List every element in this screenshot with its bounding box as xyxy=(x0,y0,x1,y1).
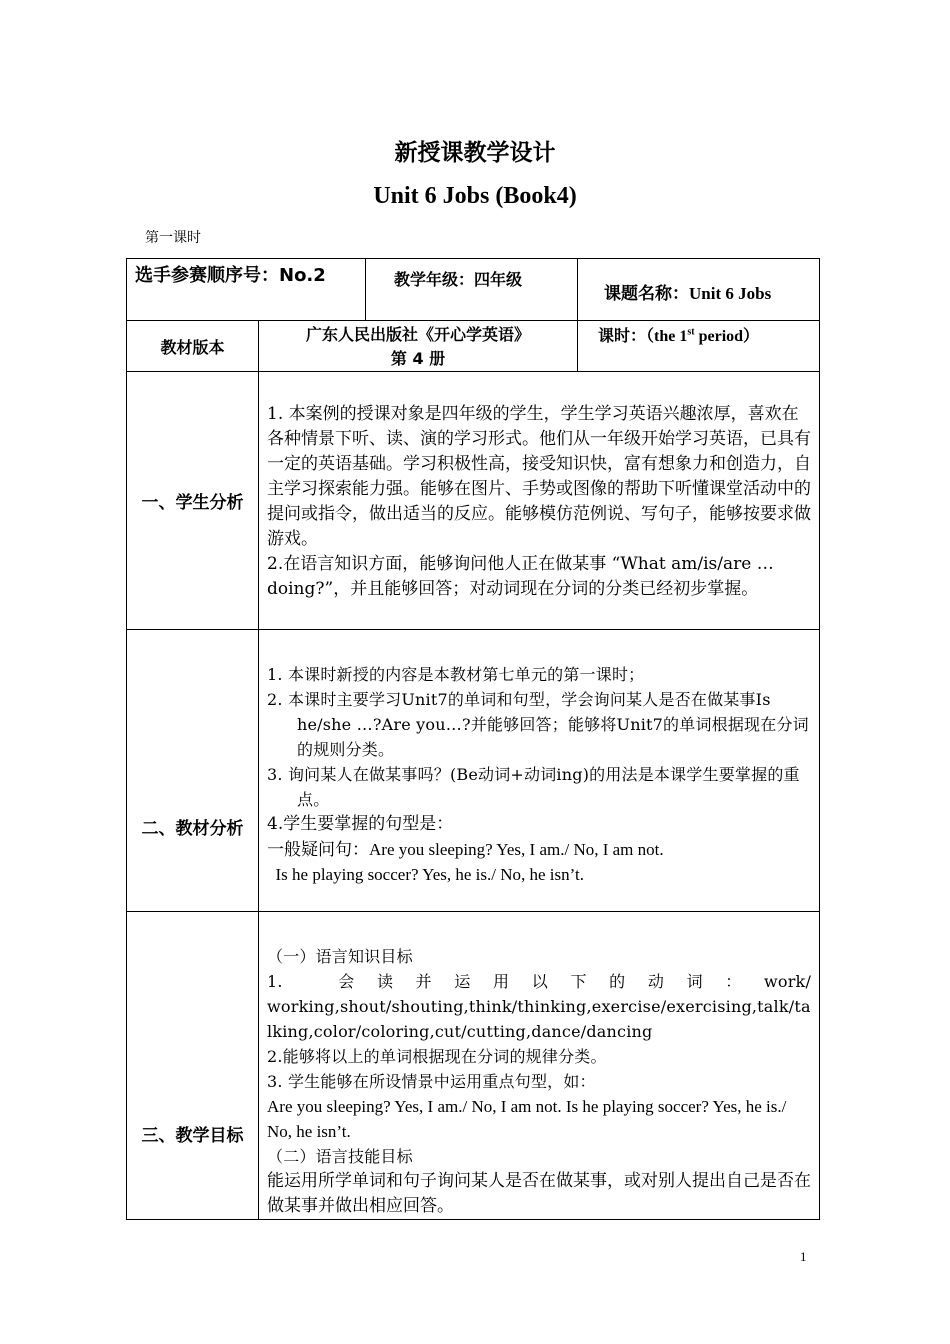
material-analysis-row xyxy=(127,630,820,912)
edition-label: 教材版本 xyxy=(127,321,259,372)
period-suffix: period） xyxy=(694,328,760,345)
material-analysis-content xyxy=(259,630,820,912)
edition-row xyxy=(127,321,820,372)
student-analysis-p1: 1. 本案例的授课对象是四年级的学生，学生学习英语兴趣浓厚，喜欢在各种情景下听、读、演的学习形式。他们从一年级开始学习英语，已具有一定的英语基础。学习积极性高，接受知识快，富有想象力和创造力，自主学习探索能力强。能够在图片、手势或图像的帮助下听懂课堂活动中的提问或指令，做出适当的反应。能够模仿范例说、写句子，能够按要求做游戏。 xyxy=(267,404,811,549)
student-analysis-label: 一、学生分析 xyxy=(127,372,259,630)
material-analysis-label: 二、教材分析 xyxy=(127,630,259,912)
material-analysis-p5: 一般疑问句：Are you sleeping? Yes, I am./ No, I am not. xyxy=(267,840,664,859)
language-skill-heading: （二）语言技能目标 xyxy=(267,1147,413,1166)
unit-title: Unit 6 Jobs (Book4) xyxy=(373,183,577,209)
language-knowledge-heading: （一）语言知识目标 xyxy=(267,947,413,966)
page-title: 新授课教学设计 xyxy=(394,140,556,166)
material-analysis-p6: Is he playing soccer? Yes, he is./ No, he isn’t. xyxy=(267,865,584,884)
period-label: 第一课时 xyxy=(145,230,201,246)
material-analysis-p4: 4.学生要掌握的句型是： xyxy=(267,814,454,834)
material-analysis-p2: 2. 本课时主要学习Unit7的单词和句型，学会询问某人是否在做某事Is he/she …?Are you…?并能够回答；能够将Unit7的单词根据现在分词的规则分类。 xyxy=(267,690,809,759)
student-analysis-p2: 2.在语言知识方面，能够询问他人正在做某事 “What am/is/are …doing?”，并且能够回答；对动词现在分词的分类已经初步掌握。 xyxy=(267,554,774,599)
grade-cell: 教学年级：四年级 xyxy=(366,259,578,321)
goal-4: Are you sleeping? Yes, I am./ No, I am not. Is he playing soccer? Yes, he is./ No, he isn’t. xyxy=(267,1097,787,1141)
student-analysis-row xyxy=(127,372,820,630)
edition-line-1: 广东人民出版社《开心学英语》 xyxy=(306,325,531,344)
teaching-goals-label: 三、教学目标 xyxy=(127,912,259,1220)
period-cell xyxy=(578,321,820,372)
period-prefix: 课时：（the 1 xyxy=(598,328,688,345)
goal-5: 能运用所学单词和句子询问某人是否在做某事，或对别人提出自己是否在做某事并做出相应回答。 xyxy=(267,1171,811,1216)
goal-3: 3. 学生能够在所设情景中运用重点句型，如： xyxy=(267,1072,596,1091)
goal-1-line-1: 1. 会 读 并 运 用 以 下 的 动 词 ： work/ xyxy=(267,972,812,991)
edition-line-2: 第 4 册 xyxy=(390,349,446,368)
teaching-goals-content xyxy=(259,912,820,1220)
student-analysis-content xyxy=(259,372,820,630)
goal-1-line-2: working,shout/shouting,think/thinking,exercise/exercising,talk/talking,color/coloring,cut/cutting,dance/dancing xyxy=(267,997,811,1041)
edition-value xyxy=(259,321,578,372)
page-number: 1 xyxy=(800,1249,807,1264)
goal-2: 2.能够将以上的单词根据现在分词的规律分类。 xyxy=(267,1047,607,1066)
material-analysis-p3: 3. 询问某人在做某事吗？(Be动词+动词ing)的用法是本课学生要掌握的重点。 xyxy=(267,765,800,809)
lesson-plan-table xyxy=(126,258,820,1220)
header-row xyxy=(127,259,820,321)
topic-cell: 课题名称：Unit 6 Jobs xyxy=(578,259,820,321)
material-analysis-p1: 1. 本课时新授的内容是本教材第七单元的第一课时； xyxy=(267,665,645,684)
contestant-number: 选手参赛顺序号：No.2 xyxy=(127,259,366,321)
teaching-goals-row xyxy=(127,912,820,1220)
period-sup: st xyxy=(687,326,695,338)
